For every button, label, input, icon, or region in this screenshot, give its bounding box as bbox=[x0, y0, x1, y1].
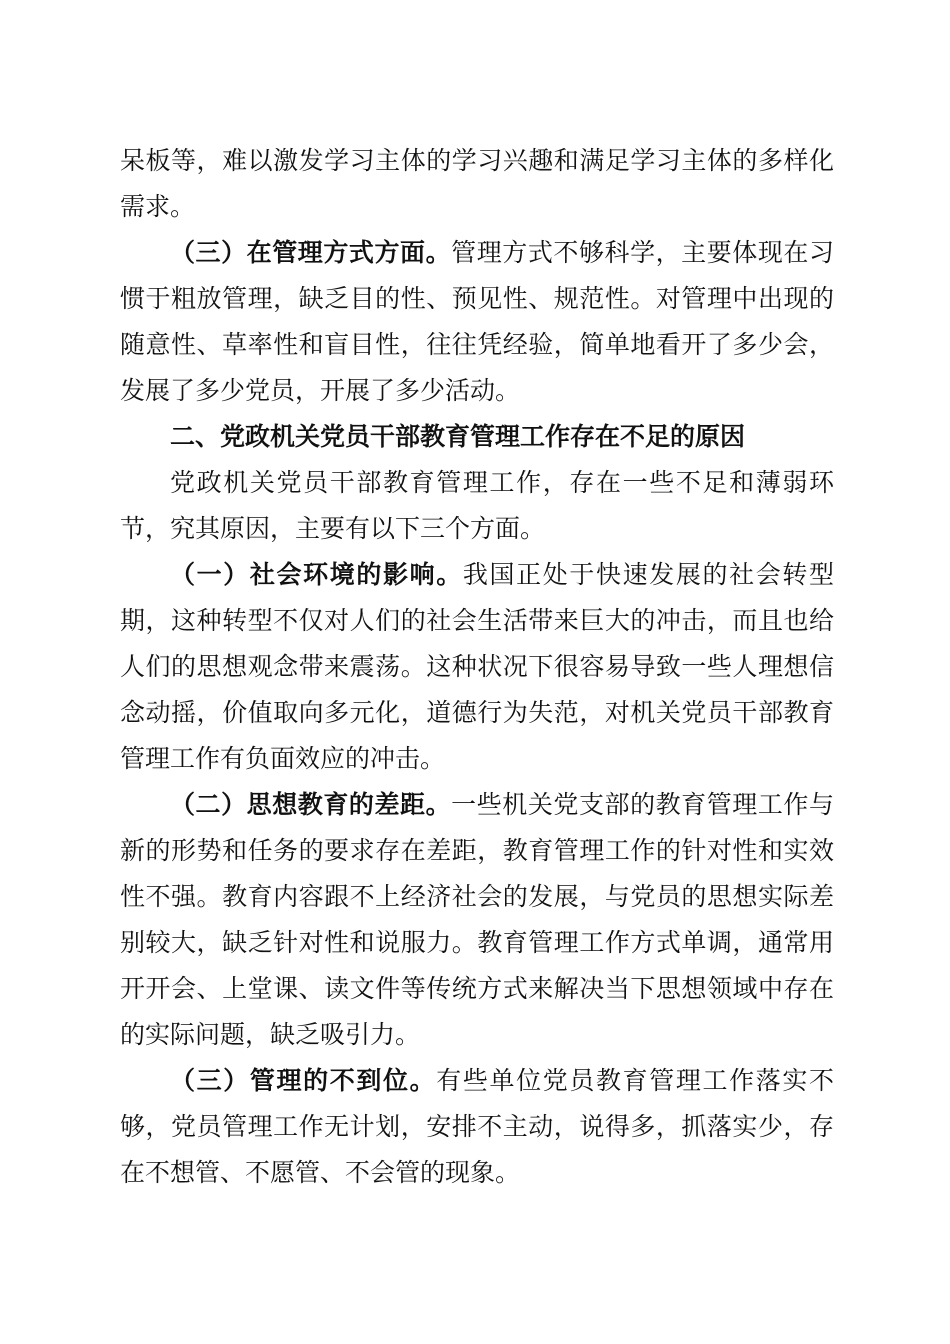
paragraph-text: 管理方式不够科学，主要体现在习惯于粗放管理，缺乏目的性、预见性、规范性。对管理中出现的随意性、草率性和盲目性，往往凭经验，简单地看开了多少会，发展了多少党员，开展了多少活动。 bbox=[120, 238, 834, 405]
document-body bbox=[120, 138, 834, 1196]
paragraph-text: 有些单位党员教育管理工作落实不够，党员管理工作无计划，安排不主动，说得多，抓落实少，存在不想管、不愿管、不会管的现象。 bbox=[120, 1066, 834, 1187]
section-heading-text: 二、党政机关党员干部教育管理工作存在不足的原因 bbox=[170, 422, 746, 451]
paragraph-management-style bbox=[120, 230, 834, 414]
paragraph-text: 呆板等，难以激发学习主体的学习兴趣和满足学习主体的多样化需求。 bbox=[120, 146, 834, 221]
paragraph-management-gap bbox=[120, 1058, 834, 1196]
section-heading bbox=[120, 414, 834, 460]
paragraph-text: 党政机关党员干部教育管理工作，存在一些不足和薄弱环节，究其原因，主要有以下三个方面。 bbox=[120, 468, 834, 543]
sub-heading: （三）管理的不到位。 bbox=[170, 1066, 437, 1095]
paragraph-text: 一些机关党支部的教育管理工作与新的形势和任务的要求存在差距，教育管理工作的针对性和实效性不强。教育内容跟不上经济社会的发展，与党员的思想实际差别较大，缺乏针对性和说服力。教育管理工作方式单调，通常用开开会、上堂课、读文件等传统方式来解决当下思想领域中存在的实际问题，缺乏吸引力。 bbox=[120, 790, 834, 1049]
paragraph-text: 我国正处于快速发展的社会转型期，这种转型不仅对人们的社会生活带来巨大的冲击，而且也给人们的思想观念带来震荡。这种状况下很容易导致一些人理想信念动摇，价值取向多元化，道德行为失范，对机关党员干部教育管理工作有负面效应的冲击。 bbox=[120, 560, 834, 773]
sub-heading: （一）社会环境的影响。 bbox=[170, 560, 463, 589]
paragraph-education-gap bbox=[120, 782, 834, 1058]
sub-heading: （二）思想教育的差距。 bbox=[170, 790, 452, 819]
paragraph-continuation bbox=[120, 138, 834, 230]
sub-heading: （三）在管理方式方面。 bbox=[170, 238, 452, 267]
paragraph-intro bbox=[120, 460, 834, 552]
paragraph-social-environment bbox=[120, 552, 834, 782]
